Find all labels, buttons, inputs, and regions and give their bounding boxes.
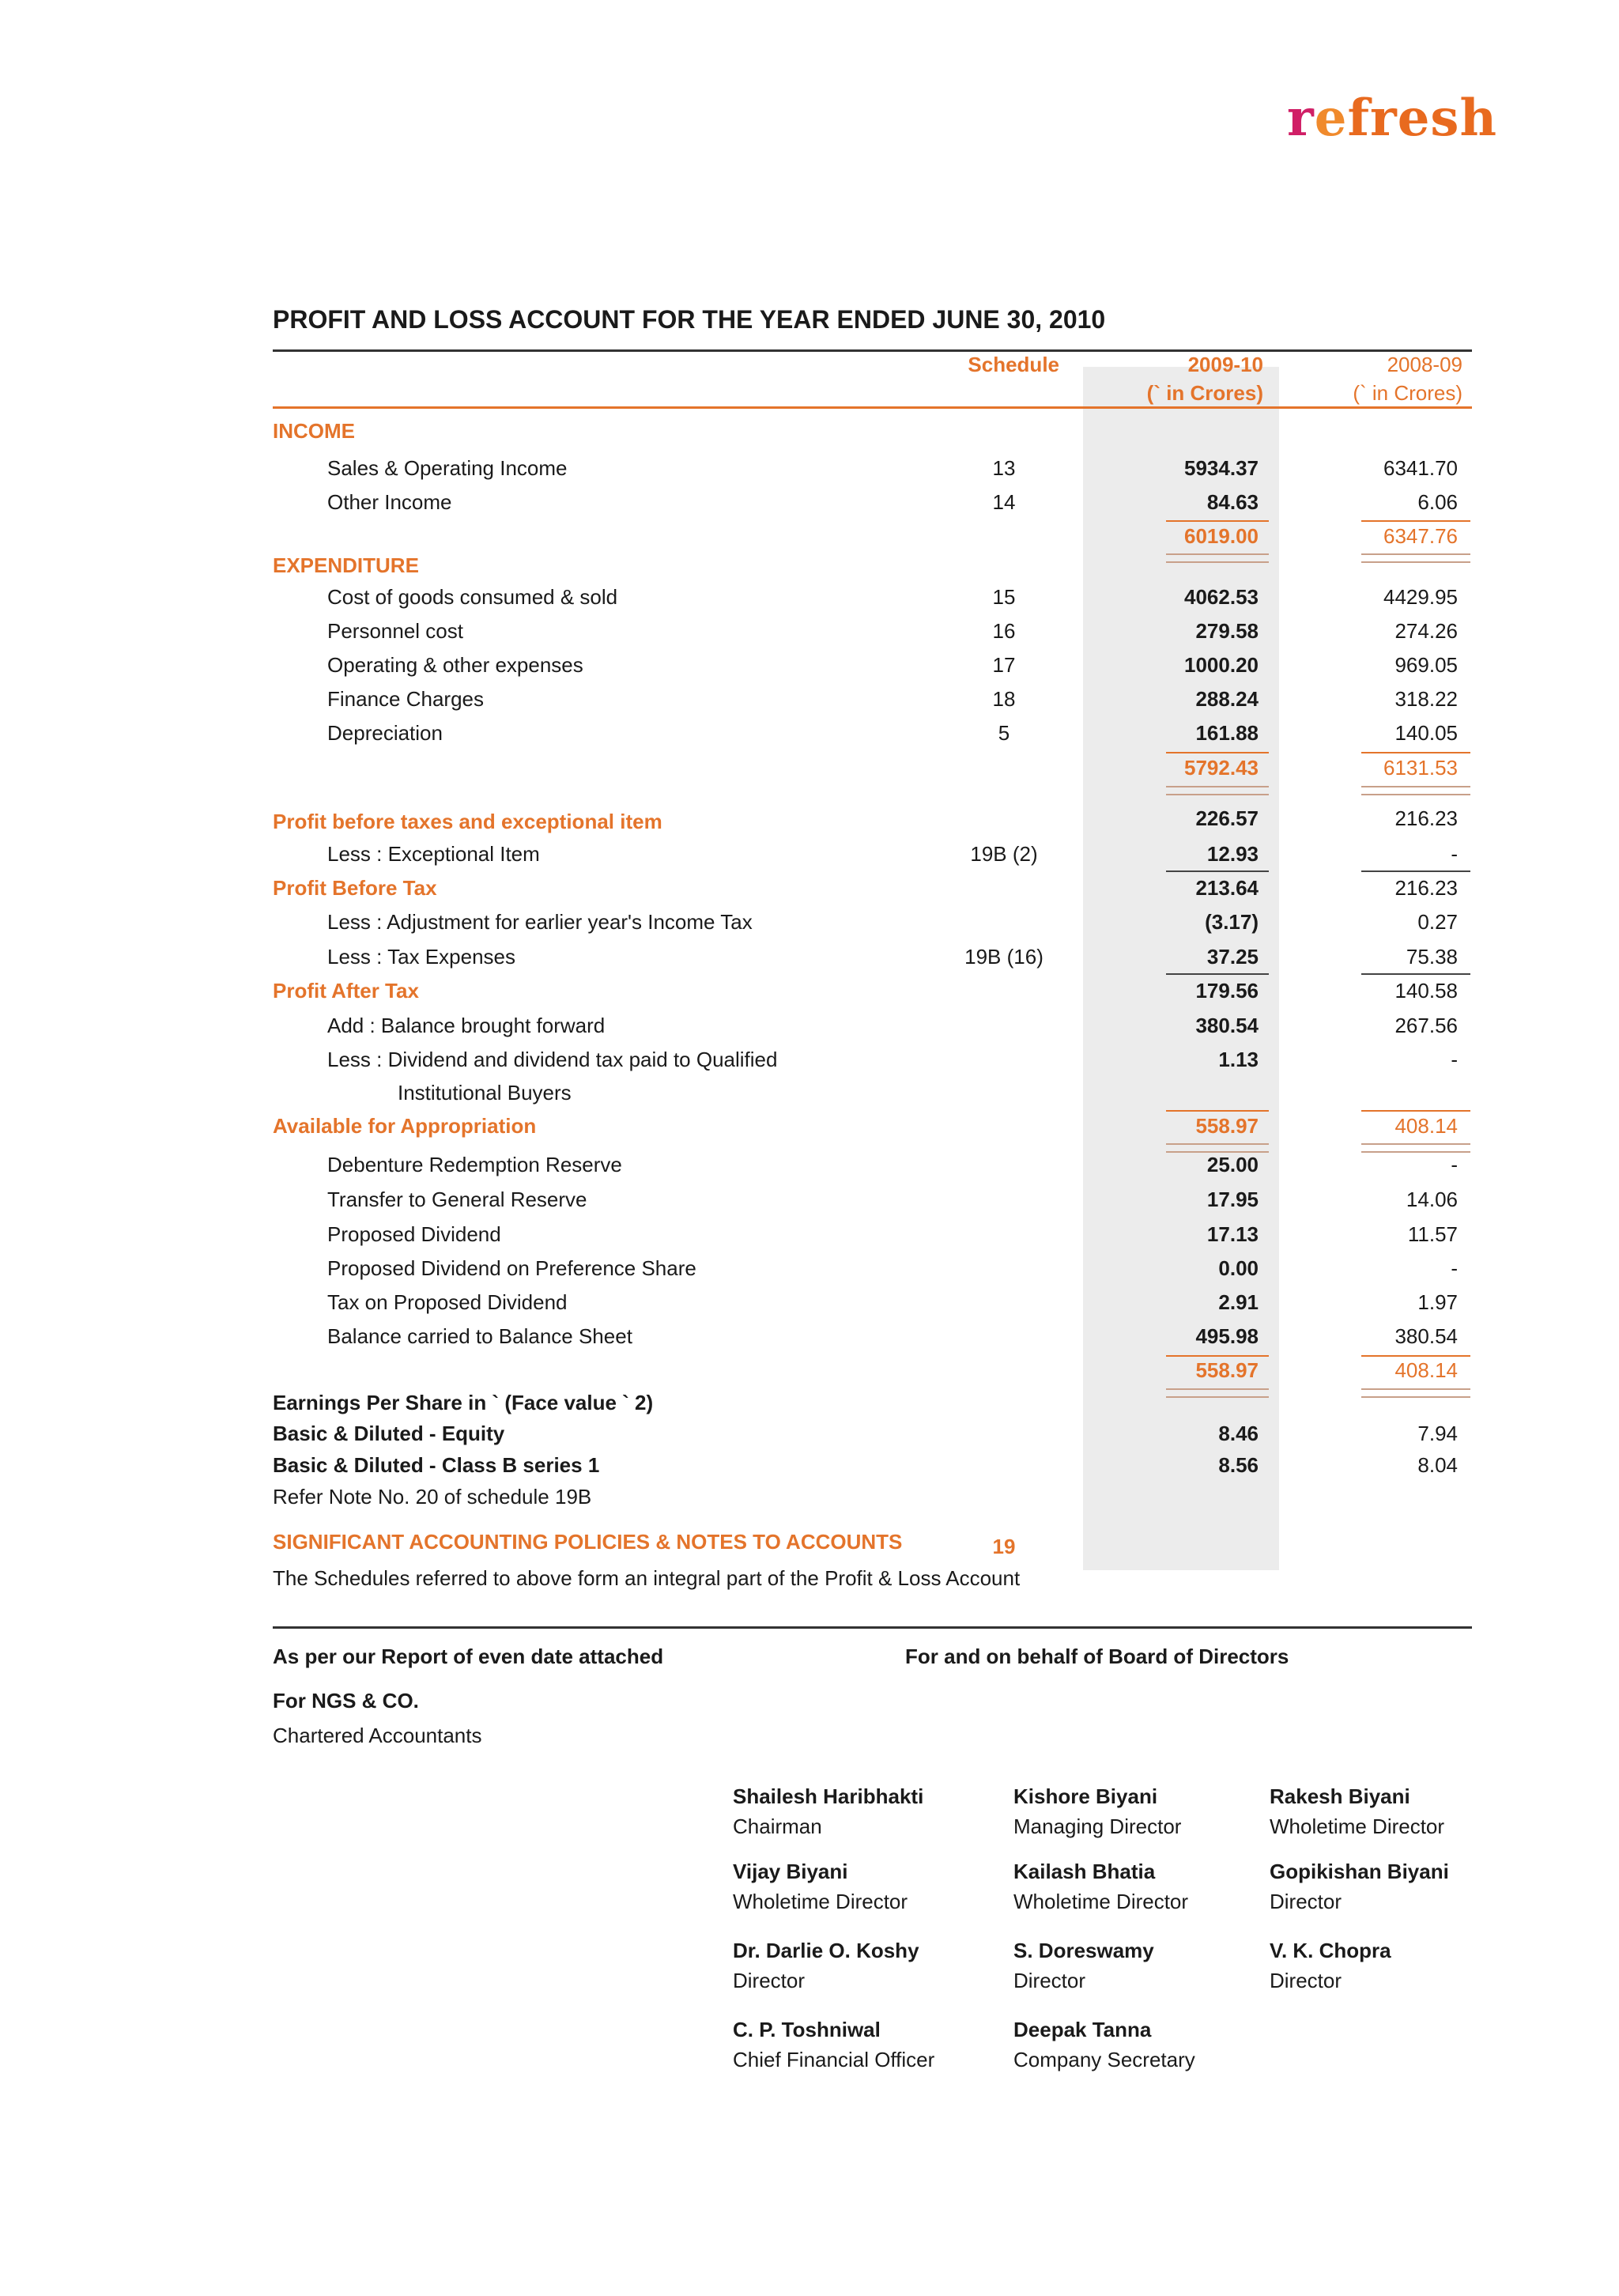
row-current-value: 17.13: [1206, 1222, 1259, 1246]
firm-role: Chartered Accountants: [273, 1724, 482, 1747]
signatory-role: Director: [733, 1969, 806, 1992]
table-row-schedules-note: [0, 1562, 1619, 1594]
row-current-value: 213.64: [1195, 876, 1259, 900]
table-row-pat: [0, 975, 1619, 1006]
row-schedule: 19B (2): [970, 842, 1038, 866]
row-current-total: 558.97: [1195, 1358, 1259, 1382]
signatory: [733, 1856, 908, 1916]
row-schedule: 19: [992, 1535, 1016, 1558]
row-current-value: 8.56: [1218, 1453, 1259, 1477]
section-heading: Profit Before Tax: [273, 876, 437, 900]
section-heading: INCOME: [273, 419, 355, 443]
signatory: [1013, 1856, 1188, 1916]
signatory-role: Director: [1270, 1969, 1342, 1992]
table-row-policies: [0, 1526, 1619, 1558]
current-year-header: 2009-10: [1187, 353, 1263, 376]
table-row: [0, 1252, 1619, 1284]
signatory: [1013, 2015, 1195, 2075]
footer-rule: [273, 1626, 1472, 1629]
row-prior-value: 6341.70: [1383, 456, 1458, 480]
page-title: PROFIT AND LOSS ACCOUNT FOR THE YEAR ENDED JUNE 30, 2010: [273, 305, 1106, 334]
row-label: Add : Balance brought forward: [327, 1014, 606, 1037]
row-current-value: (3.17): [1205, 910, 1259, 934]
table-row: [0, 581, 1619, 613]
row-prior-total: 408.14: [1394, 1114, 1458, 1138]
row-schedule: 5: [998, 721, 1010, 745]
signatory-name: V. K. Chopra: [1270, 1939, 1391, 1962]
row-label: Less : Adjustment for earlier year's Income Tax: [327, 910, 753, 934]
row-current-total: 5792.43: [1184, 756, 1259, 780]
row-prior-value: 75.38: [1406, 945, 1458, 969]
title-rule: [273, 349, 1472, 352]
note-text: The Schedules referred to above form an integral part of the Profit & Loss Account: [273, 1566, 1021, 1590]
row-label: Basic & Diluted - Class B series 1: [273, 1453, 600, 1477]
row-label: Less : Dividend and dividend tax paid to Qualified: [327, 1048, 778, 1071]
signatory: [1013, 1781, 1181, 1841]
table-row: [0, 1418, 1619, 1449]
table-row: [0, 838, 1619, 870]
row-label: Balance carried to Balance Sheet: [327, 1324, 632, 1348]
signatory-name: Kishore Biyani: [1013, 1784, 1158, 1808]
signatory-role: Chairman: [733, 1815, 822, 1838]
table-row: [0, 615, 1619, 647]
row-current-value: 161.88: [1195, 721, 1259, 745]
row-prior-value: 6.06: [1417, 490, 1458, 514]
signatory-role: Company Secretary: [1013, 2048, 1195, 2071]
row-label: Depreciation: [327, 721, 443, 745]
table-row: [0, 1044, 1619, 1075]
signatory-role: Wholetime Director: [1270, 1815, 1445, 1838]
row-current-value: 0.00: [1218, 1256, 1259, 1280]
row-prior-value: -: [1451, 842, 1458, 866]
signatory-name: S. Doreswamy: [1013, 1939, 1154, 1962]
double-rule: [1166, 786, 1269, 795]
row-current-value: 4062.53: [1184, 585, 1259, 609]
row-prior-value: 7.94: [1417, 1422, 1458, 1445]
row-label: Institutional Buyers: [398, 1081, 572, 1105]
row-prior-value: 8.04: [1417, 1453, 1458, 1477]
row-label: Other Income: [327, 490, 452, 514]
section-heading: EXPENDITURE: [273, 553, 419, 577]
signatory: [1270, 1781, 1444, 1841]
table-row-available: [0, 1110, 1619, 1142]
table-row-pbt-exceptional: [0, 802, 1619, 834]
double-rule: [1361, 786, 1470, 795]
row-current-value: 37.25: [1206, 945, 1259, 969]
row-current-value: 8.46: [1218, 1422, 1259, 1445]
row-label: Personnel cost: [327, 619, 463, 643]
row-current-total: 558.97: [1195, 1114, 1259, 1138]
row-prior-total: 408.14: [1394, 1358, 1458, 1382]
signatory: [733, 2015, 934, 2075]
header-rule: [273, 406, 1472, 409]
prior-year-header: 2008-09: [1387, 353, 1462, 376]
row-current-value: 279.58: [1195, 619, 1259, 643]
table-row: [0, 1218, 1619, 1250]
row-current-value: 12.93: [1206, 842, 1259, 866]
signatory-name: Kailash Bhatia: [1013, 1860, 1156, 1883]
row-schedule: 13: [992, 456, 1016, 480]
row-prior-value: 140.05: [1394, 721, 1458, 745]
row-prior-value: 1.97: [1417, 1290, 1458, 1314]
current-year-unit: (` in Crores): [1146, 381, 1263, 405]
table-row-expenditure-total: [0, 752, 1619, 784]
row-prior-value: 11.57: [1407, 1222, 1458, 1246]
table-row: [0, 1184, 1619, 1215]
signatory: [1270, 1856, 1449, 1916]
signatory-name: Vijay Biyani: [733, 1860, 848, 1883]
schedule-column-header: Schedule: [968, 353, 1059, 376]
row-schedule: 17: [992, 653, 1016, 677]
row-label: Finance Charges: [327, 687, 484, 711]
brand-logo: [1287, 89, 1497, 148]
table-row: [0, 1286, 1619, 1318]
row-current-value: 380.54: [1195, 1014, 1259, 1037]
table-row: [0, 1449, 1619, 1481]
row-prior-value: 216.23: [1394, 876, 1458, 900]
signatory-name: Shailesh Haribhakti: [733, 1784, 924, 1808]
table-row: [0, 1149, 1619, 1180]
row-prior-value: 380.54: [1394, 1324, 1458, 1348]
row-schedule: 14: [992, 490, 1016, 514]
table-row: [0, 906, 1619, 938]
signatory-name: Gopikishan Biyani: [1270, 1860, 1449, 1883]
signatory: [1013, 1935, 1154, 1996]
table-row: [0, 486, 1619, 518]
signatory-name: C. P. Toshniwal: [733, 2018, 881, 2041]
table-row-pbt: [0, 872, 1619, 904]
row-prior-total: 6347.76: [1383, 524, 1458, 548]
row-prior-value: 140.58: [1394, 979, 1458, 1003]
row-current-total: 6019.00: [1184, 524, 1259, 548]
section-heading: SIGNIFICANT ACCOUNTING POLICIES & NOTES TO ACCOUNTS: [273, 1530, 903, 1554]
table-row-eps-heading: [0, 1387, 1619, 1418]
row-schedule: 19B (16): [964, 945, 1043, 969]
table-row-expenditure: [0, 549, 1619, 581]
row-current-value: 17.95: [1206, 1188, 1259, 1211]
section-heading: Profit before taxes and exceptional item: [273, 810, 662, 833]
row-prior-value: 14.06: [1406, 1188, 1458, 1211]
row-label: Less : Exceptional Item: [327, 842, 540, 866]
row-current-value: 2.91: [1218, 1290, 1259, 1314]
section-heading: Available for Appropriation: [273, 1114, 537, 1138]
firm-name: For NGS & CO.: [273, 1689, 419, 1713]
table-row: [0, 683, 1619, 715]
row-current-value: 25.00: [1206, 1153, 1259, 1176]
row-label: Sales & Operating Income: [327, 456, 568, 480]
row-prior-value: 4429.95: [1383, 585, 1458, 609]
row-prior-total: 6131.53: [1383, 756, 1458, 780]
row-schedule: 16: [992, 619, 1016, 643]
note-text: Refer Note No. 20 of schedule 19B: [273, 1485, 592, 1509]
table-row-continuation: [0, 1077, 1619, 1108]
board-text: For and on behalf of Board of Directors: [905, 1645, 1289, 1668]
table-row-income: [0, 415, 1619, 447]
row-prior-value: -: [1451, 1256, 1458, 1280]
row-prior-value: 216.23: [1394, 806, 1458, 830]
row-current-value: 1000.20: [1184, 653, 1259, 677]
signatory-role: Wholetime Director: [1013, 1890, 1189, 1913]
table-row: [0, 649, 1619, 681]
signatory: [733, 1935, 919, 1996]
row-prior-value: 969.05: [1394, 653, 1458, 677]
logo-letters-fresh: fresh: [1347, 89, 1497, 148]
signatory-role: Managing Director: [1013, 1815, 1182, 1838]
row-current-value: 288.24: [1195, 687, 1259, 711]
row-schedule: 18: [992, 687, 1016, 711]
signatory-role: Director: [1270, 1890, 1342, 1913]
row-prior-value: 274.26: [1394, 619, 1458, 643]
logo-letter-r: r: [1287, 89, 1315, 148]
table-row-income-total: [0, 520, 1619, 552]
row-current-value: 495.98: [1195, 1324, 1259, 1348]
row-label: Tax on Proposed Dividend: [327, 1290, 568, 1314]
signatory-name: Rakesh Biyani: [1270, 1784, 1410, 1808]
row-prior-value: 267.56: [1394, 1014, 1458, 1037]
row-label: Operating & other expenses: [327, 653, 583, 677]
row-label: Proposed Dividend on Preference Share: [327, 1256, 696, 1280]
row-prior-value: 0.27: [1417, 910, 1458, 934]
row-current-value: 84.63: [1206, 490, 1259, 514]
signatory-role: Chief Financial Officer: [733, 2048, 935, 2071]
table-row: [0, 1320, 1619, 1352]
table-row-note: [0, 1481, 1619, 1512]
row-label: Debenture Redemption Reserve: [327, 1153, 622, 1176]
row-schedule: 15: [992, 585, 1016, 609]
row-prior-value: -: [1451, 1153, 1458, 1176]
row-current-value: 179.56: [1195, 979, 1259, 1003]
signatory-role: Director: [1013, 1969, 1086, 1992]
table-row: [0, 717, 1619, 749]
signatory-name: Dr. Darlie O. Koshy: [733, 1939, 919, 1962]
signatory: [1270, 1935, 1391, 1996]
row-label: Less : Tax Expenses: [327, 945, 515, 969]
signatory-name: Deepak Tanna: [1013, 2018, 1152, 2041]
table-row-appropriation-total: [0, 1354, 1619, 1386]
eps-heading: Earnings Per Share in ` (Face value ` 2): [273, 1391, 654, 1414]
signatory: [733, 1781, 923, 1841]
row-prior-value: 318.22: [1394, 687, 1458, 711]
row-current-value: 5934.37: [1184, 456, 1259, 480]
row-label: Proposed Dividend: [327, 1222, 501, 1246]
row-prior-value: -: [1451, 1048, 1458, 1071]
row-current-value: 1.13: [1218, 1048, 1259, 1071]
prior-year-unit: (` in Crores): [1353, 381, 1462, 405]
report-text: As per our Report of even date attached: [273, 1645, 664, 1668]
row-label: Cost of goods consumed & sold: [327, 585, 618, 609]
table-row: [0, 941, 1619, 972]
signatory-role: Wholetime Director: [733, 1890, 908, 1913]
table-row: [0, 1010, 1619, 1041]
section-heading: Profit After Tax: [273, 979, 419, 1003]
row-label: Basic & Diluted - Equity: [273, 1422, 505, 1445]
logo-letter-e: e: [1314, 89, 1348, 148]
row-current-value: 226.57: [1195, 806, 1259, 830]
row-label: Transfer to General Reserve: [327, 1188, 587, 1211]
table-row: [0, 452, 1619, 484]
